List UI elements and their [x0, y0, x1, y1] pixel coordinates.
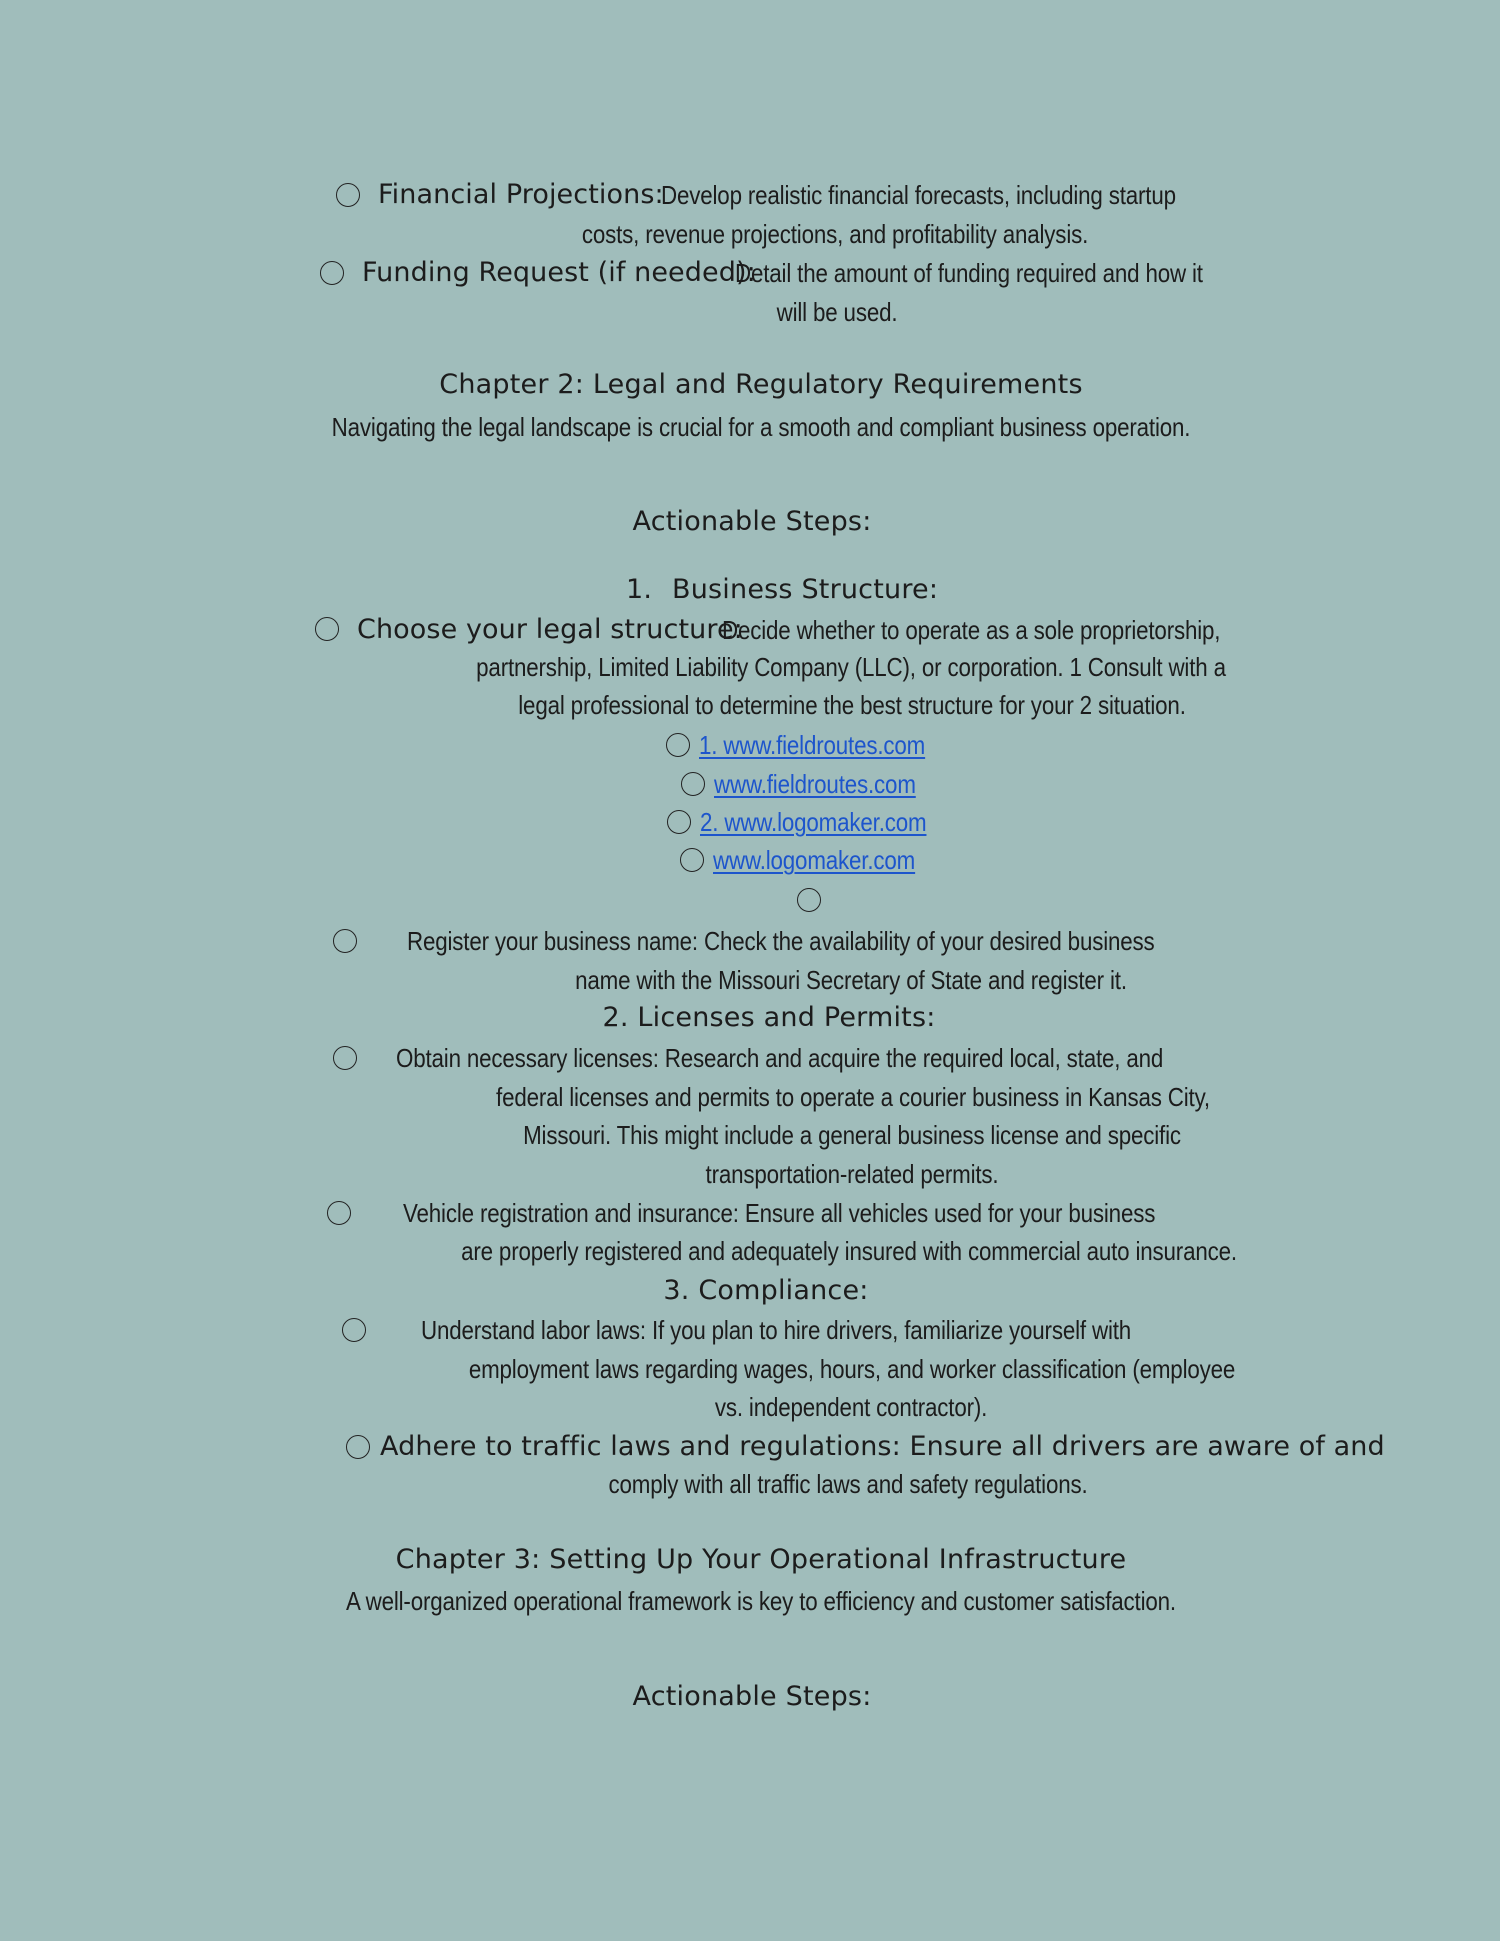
fieldroutes-link[interactable]: www.fieldroutes.com — [714, 769, 916, 799]
financial-projections-text-cont: costs, revenue projections, and profitability analysis. — [581, 219, 1089, 249]
traffic-laws-text: Adhere to traffic laws and regulations: Ensure all drivers are aware of and — [380, 1431, 1385, 1462]
labor-laws-text-cont: employment laws regarding wages, hours, and worker classification (employee — [468, 1354, 1236, 1384]
link-item[interactable] — [713, 842, 915, 878]
funding-request-text: Detail the amount of funding required and how it — [735, 258, 1203, 288]
link-item[interactable] — [714, 766, 916, 802]
circle-bullet-icon — [327, 1201, 351, 1225]
circle-bullet-icon — [797, 888, 821, 912]
labor-laws-text-cont2: vs. independent contractor). — [714, 1392, 988, 1422]
link-item[interactable] — [700, 804, 926, 840]
logomaker-link[interactable]: 2. www.logomaker.com — [700, 807, 927, 837]
circle-bullet-icon — [333, 929, 357, 953]
chapter-2-intro: Navigating the legal landscape is crucial for a smooth and compliant business operation. — [331, 412, 1191, 442]
register-name-text-cont: name with the Missouri Secretary of State and register it. — [575, 965, 1127, 995]
chapter-3-title: Chapter 3: Setting Up Your Operational Infrastructure — [395, 1544, 1127, 1575]
actionable-steps-heading: Actionable Steps: — [632, 506, 872, 537]
section-3-title: 3. Compliance: — [663, 1275, 869, 1306]
circle-bullet-icon — [667, 810, 691, 834]
circle-bullet-icon — [666, 733, 690, 757]
circle-bullet-icon — [346, 1435, 370, 1459]
choose-structure-text: Decide whether to operate as a sole proprietorship, — [722, 615, 1221, 645]
chapter-2-title: Chapter 2: Legal and Regulatory Requirements — [439, 369, 1083, 400]
funding-request-text-cont: will be used. — [776, 297, 898, 327]
link-item[interactable] — [699, 727, 925, 763]
logomaker-link[interactable]: www.logomaker.com — [713, 845, 916, 875]
section-1-title: Business Structure: — [672, 574, 939, 605]
circle-bullet-icon — [315, 617, 339, 641]
obtain-licenses-text-cont2: Missouri. This might include a general business license and specific — [523, 1120, 1181, 1150]
circle-bullet-icon — [342, 1318, 366, 1342]
obtain-licenses-text: Obtain necessary licenses: Research and acquire the required local, state, and — [396, 1043, 1164, 1073]
funding-request-lead: Funding Request (if needed): — [362, 257, 756, 288]
traffic-laws-text-cont: comply with all traffic laws and safety regulations. — [608, 1469, 1088, 1499]
choose-structure-text-cont2: legal professional to determine the best structure for your 2 situation. — [518, 690, 1186, 720]
obtain-licenses-text-cont: federal licenses and permits to operate a courier business in Kansas City, — [496, 1082, 1210, 1112]
vehicle-registration-text-cont: are properly registered and adequately insured with commercial auto insurance. — [461, 1236, 1237, 1266]
choose-structure-lead: Choose your legal structure: — [357, 614, 743, 645]
financial-projections-text: Develop realistic financial forecasts, including startup — [661, 180, 1176, 210]
labor-laws-text: Understand labor laws: If you plan to hire drivers, familiarize yourself with — [421, 1315, 1132, 1345]
actionable-steps-heading: Actionable Steps: — [632, 1681, 872, 1712]
vehicle-registration-text: Vehicle registration and insurance: Ensure all vehicles used for your business — [403, 1198, 1156, 1228]
fieldroutes-link[interactable]: 1. www.fieldroutes.com — [699, 730, 926, 760]
circle-bullet-icon — [336, 183, 360, 207]
section-2-title: 2. Licenses and Permits: — [602, 1002, 936, 1033]
financial-projections-lead: Financial Projections: — [378, 179, 664, 210]
circle-bullet-icon — [333, 1046, 357, 1070]
circle-bullet-icon — [681, 772, 705, 796]
obtain-licenses-text-cont3: transportation-related permits. — [705, 1159, 999, 1189]
section-1-number: 1. — [626, 574, 653, 605]
circle-bullet-icon — [680, 848, 704, 872]
register-name-text: Register your business name: Check the availability of your desired business — [407, 926, 1155, 956]
choose-structure-text-cont: partnership, Limited Liability Company (LLC), or corporation. 1 Consult with a — [476, 652, 1226, 682]
circle-bullet-icon — [320, 261, 344, 285]
chapter-3-intro: A well-organized operational framework is key to efficiency and customer satisfaction. — [346, 1586, 1176, 1616]
